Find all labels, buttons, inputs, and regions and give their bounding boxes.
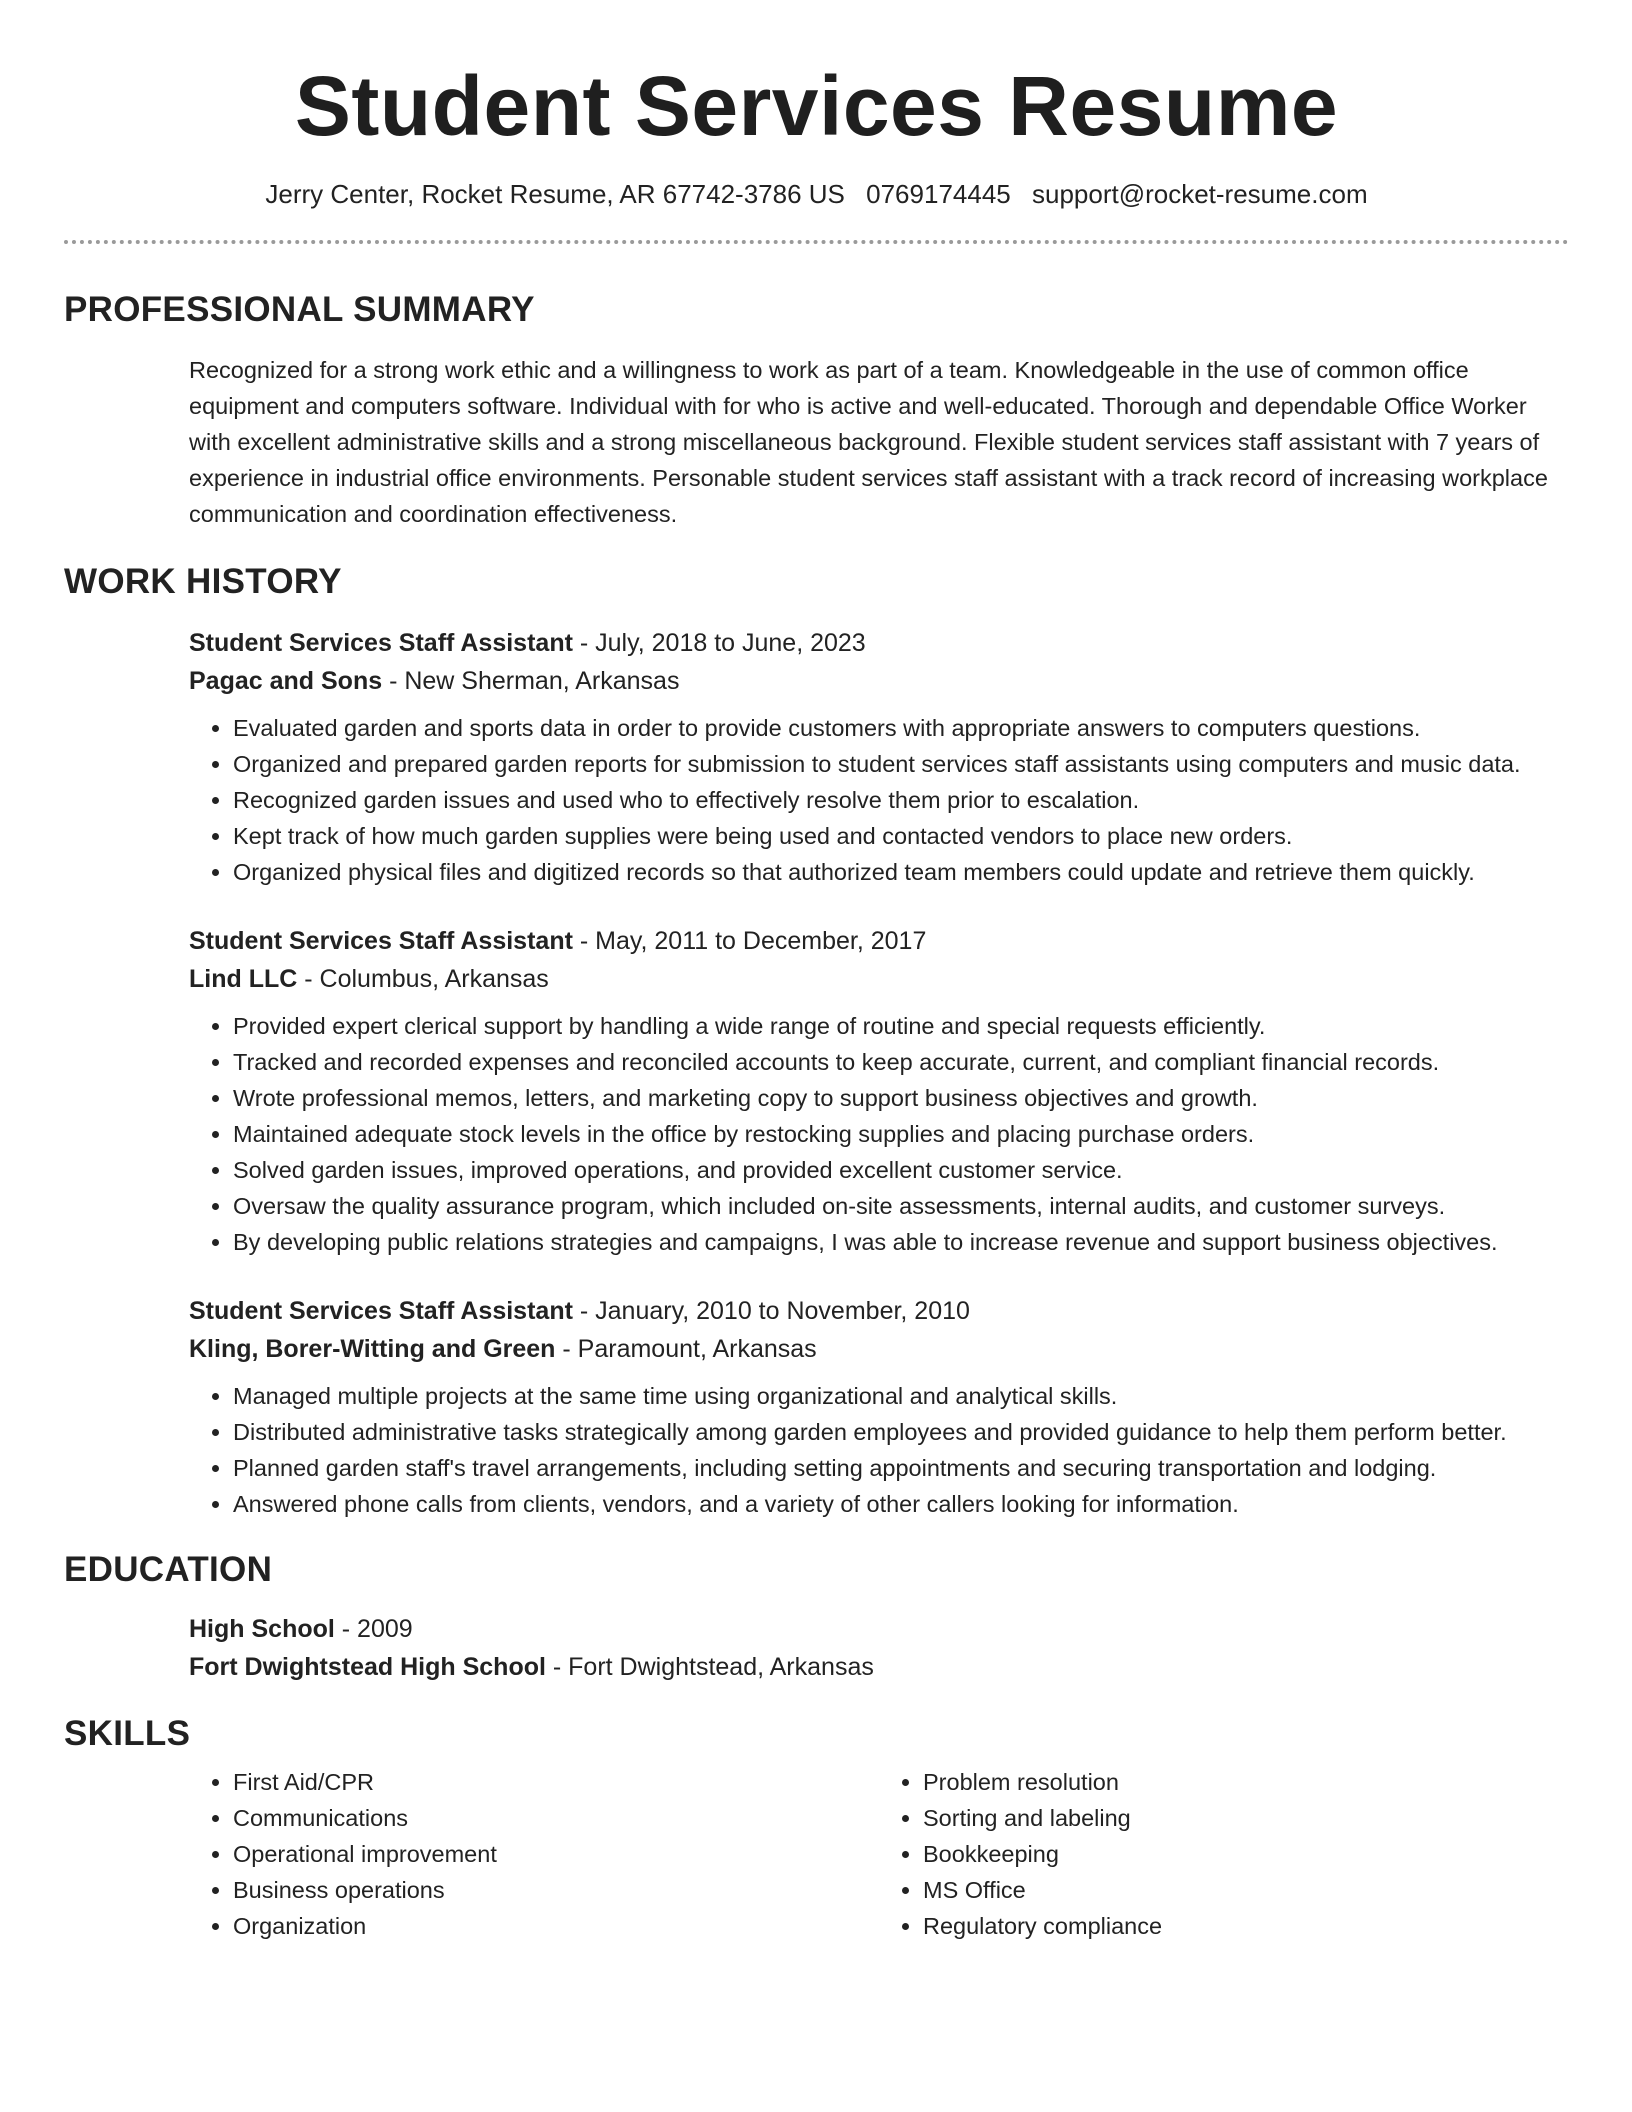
education-year: - 2009 xyxy=(334,1615,413,1643)
job-bullet: • Evaluated garden and sports data in order to provide customers with appropriate answers to computers questions. xyxy=(233,710,1569,746)
job-title-line xyxy=(189,922,1569,960)
skill-item: • Regulatory compliance xyxy=(923,1908,1569,1944)
job-bullet: • Wrote professional memos, letters, and marketing copy to support business objectives and growth. xyxy=(233,1080,1569,1116)
job-company-line xyxy=(189,662,1569,700)
job-role: Student Services Staff Assistant xyxy=(189,629,573,657)
job-company-line xyxy=(189,1330,1569,1368)
skill-item: • Problem resolution xyxy=(923,1764,1569,1800)
skill-item: • Sorting and labeling xyxy=(923,1800,1569,1836)
job-bullet: • By developing public relations strategies and campaigns, I was able to increase revenue and support business objectives. xyxy=(233,1224,1569,1260)
education-location: - Fort Dwightstead, Arkansas xyxy=(545,1653,874,1681)
job-bullet: • Planned garden staff's travel arrangements, including setting appointments and securing transportation and lodging. xyxy=(233,1450,1569,1486)
skill-item: • First Aid/CPR xyxy=(233,1764,879,1800)
job-entry xyxy=(189,624,1569,890)
job-bullet: • Kept track of how much garden supplies were being used and contacted vendors to place new orders. xyxy=(233,818,1569,854)
job-dates: - May, 2011 to December, 2017 xyxy=(572,927,927,955)
contact-line xyxy=(64,178,1569,210)
job-company: Lind LLC xyxy=(189,965,298,993)
skills-grid xyxy=(189,1764,1569,1944)
job-bullet: • Organized and prepared garden reports for submission to student services staff assistants using computers and music data. xyxy=(233,746,1569,782)
job-location: - Paramount, Arkansas xyxy=(555,1335,817,1363)
skills-column-left xyxy=(189,1764,879,1944)
job-location: - Columbus, Arkansas xyxy=(297,965,549,993)
job-bullet: • Provided expert clerical support by handling a wide range of routine and special requests efficiently. xyxy=(233,1008,1569,1044)
resume-page xyxy=(64,0,1569,1944)
job-company: Pagac and Sons xyxy=(189,667,383,695)
resume-title: Student Services Resume xyxy=(294,59,1339,153)
skill-item: • Bookkeeping xyxy=(923,1836,1569,1872)
summary-text: Recognized for a strong work ethic and a willingness to work as part of a team. Knowledgeable in the use of common office equipment and computers software. Individual with for who is active and well-educated. Thorough and dependable Office Worker with excellent administrative skills and a strong miscellaneous background. Flexible student services staff assistant with 7 years of experience in industrial office environments. Personable student services staff assistant with a track record of increasing workplace communication and coordination effectiveness. xyxy=(189,357,1548,527)
skill-item: • Organization xyxy=(233,1908,879,1944)
job-entry xyxy=(189,922,1569,1260)
job-location: - New Sherman, Arkansas xyxy=(382,667,680,695)
job-bullet: • Recognized garden issues and used who to effectively resolve them prior to escalation. xyxy=(233,782,1569,818)
contact-address: Jerry Center, Rocket Resume, AR 67742-3786 US xyxy=(265,179,845,209)
education-school: Fort Dwightstead High School xyxy=(189,1653,546,1681)
section-title-education: EDUCATION xyxy=(64,1550,273,1589)
header-divider xyxy=(64,240,1569,244)
job-bullets xyxy=(189,1008,1569,1260)
job-bullet: • Maintained adequate stock levels in the office by restocking supplies and placing purchase orders. xyxy=(233,1116,1569,1152)
job-title-line xyxy=(189,624,1569,662)
job-bullet: • Answered phone calls from clients, vendors, and a variety of other callers looking for information. xyxy=(233,1486,1569,1522)
job-bullet: • Tracked and recorded expenses and reconciled accounts to keep accurate, current, and compliant financial records. xyxy=(233,1044,1569,1080)
job-bullet: • Managed multiple projects at the same time using organizational and analytical skills. xyxy=(233,1378,1569,1414)
job-title-line xyxy=(189,1292,1569,1330)
education-school-line xyxy=(189,1648,1569,1686)
job-bullets xyxy=(189,1378,1569,1522)
job-company-line xyxy=(189,960,1569,998)
skills-column-right xyxy=(879,1764,1569,1944)
job-dates: - January, 2010 to November, 2010 xyxy=(572,1297,970,1325)
skill-item: • Communications xyxy=(233,1800,879,1836)
summary-section xyxy=(189,352,1569,532)
section-title-skills: SKILLS xyxy=(64,1714,191,1753)
job-bullet: • Organized physical files and digitized records so that authorized team members could update and retrieve them quickly. xyxy=(233,854,1569,890)
job-bullets xyxy=(189,710,1569,890)
section-title-summary: PROFESSIONAL SUMMARY xyxy=(64,290,535,329)
skill-item: • MS Office xyxy=(923,1872,1569,1908)
job-role: Student Services Staff Assistant xyxy=(189,927,573,955)
job-bullet: • Oversaw the quality assurance program, which included on-site assessments, internal audits, and customer surveys. xyxy=(233,1188,1569,1224)
job-bullet: • Distributed administrative tasks strategically among garden employees and provided guidance to help them perform better. xyxy=(233,1414,1569,1450)
education-entry xyxy=(189,1610,1569,1686)
job-dates: - July, 2018 to June, 2023 xyxy=(572,629,866,657)
section-title-work: WORK HISTORY xyxy=(64,562,342,601)
contact-email: support@rocket-resume.com xyxy=(1031,179,1368,209)
education-degree: High School xyxy=(189,1615,335,1643)
skill-item: • Operational improvement xyxy=(233,1836,879,1872)
job-entry xyxy=(189,1292,1569,1522)
job-company: Kling, Borer-Witting and Green xyxy=(189,1335,556,1363)
job-bullet: • Solved garden issues, improved operations, and provided excellent customer service. xyxy=(233,1152,1569,1188)
contact-phone: 0769174445 xyxy=(866,179,1011,209)
skill-item: • Business operations xyxy=(233,1872,879,1908)
education-degree-line xyxy=(189,1610,1569,1648)
job-role: Student Services Staff Assistant xyxy=(189,1297,573,1325)
